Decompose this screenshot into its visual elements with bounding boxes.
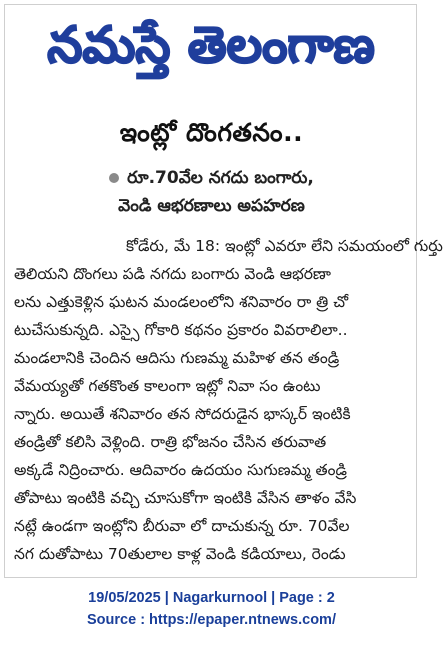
article-line: వేమయ్యతో గతకొంత కాలంగా ఇట్లో నివా సం ఉంటు	[14, 377, 321, 395]
article-line: తోపాటు ఇంటికి వచ్చి చూసుకోగా ఇంటికి వేసిన తాళం వేసి	[14, 489, 357, 507]
article-body	[14, 232, 443, 568]
article-line: తండ్రితో కలిసి వెళ్లింది. రాత్రి భోజనం చేసిన తరువాత	[14, 433, 327, 451]
source-link[interactable]: Source : https://epaper.ntnews.com/	[87, 612, 336, 628]
article-line: అక్కడే నిద్రించారు. ఆదివారం ఉదయం సుగుణమ్మ తండ్రి	[14, 461, 347, 479]
masthead-title: నమస్తే తెలంగాణ	[47, 16, 375, 74]
subheadline-text-1: రూ.70వేల నగదు బంగారు,	[127, 168, 314, 188]
bullet-icon	[109, 173, 119, 183]
newspaper-logo	[14, 6, 409, 78]
publication-info: 19/05/2025 | Nagarkurnool | Page : 2	[88, 590, 335, 606]
article-headline: ఇంట్లో దొంగతనం..	[119, 118, 304, 147]
article-subheadline-1	[0, 168, 423, 192]
article-line: కోడేరు, మే 18: ఇంట్లో ఎవరూ లేని సమయంలో గుర్తు	[126, 237, 443, 255]
article-subheadline-2: వెండి ఆభరణాలు అపహరణ	[118, 196, 305, 216]
article-line: తెలియని దొంగలు పడి నగదు బంగారు వెండి ఆభరణా	[14, 265, 331, 283]
article-line: నగ దుతోపాటు 70తులాల కాళ్ల వెండి కడియాలు, రెండు	[14, 545, 346, 563]
article-line: లను ఎత్తుకెళ్లిన ఘటన మండలంలోని శనివారం రా త్రి చో	[14, 293, 349, 311]
article-line: న్నారు. అయితే శనివారం తన సోదరుడైన భాస్కర్ ఇంటికి	[14, 405, 351, 423]
article-line: నట్లే ఉండగా ఇంట్లోని బీరువా లో దాచుకున్న రూ. 70వేల	[14, 517, 350, 535]
article-line: మండలానికి చెందిన ఆదిసు గుణమ్మ మహిళ తన తండ్రి	[14, 349, 340, 367]
article-line: టుచేసుకున్నది. ఎస్సై గోకారి కథనం ప్రకారం వివరాలిలా..	[14, 321, 348, 339]
masthead-logo	[14, 6, 409, 78]
